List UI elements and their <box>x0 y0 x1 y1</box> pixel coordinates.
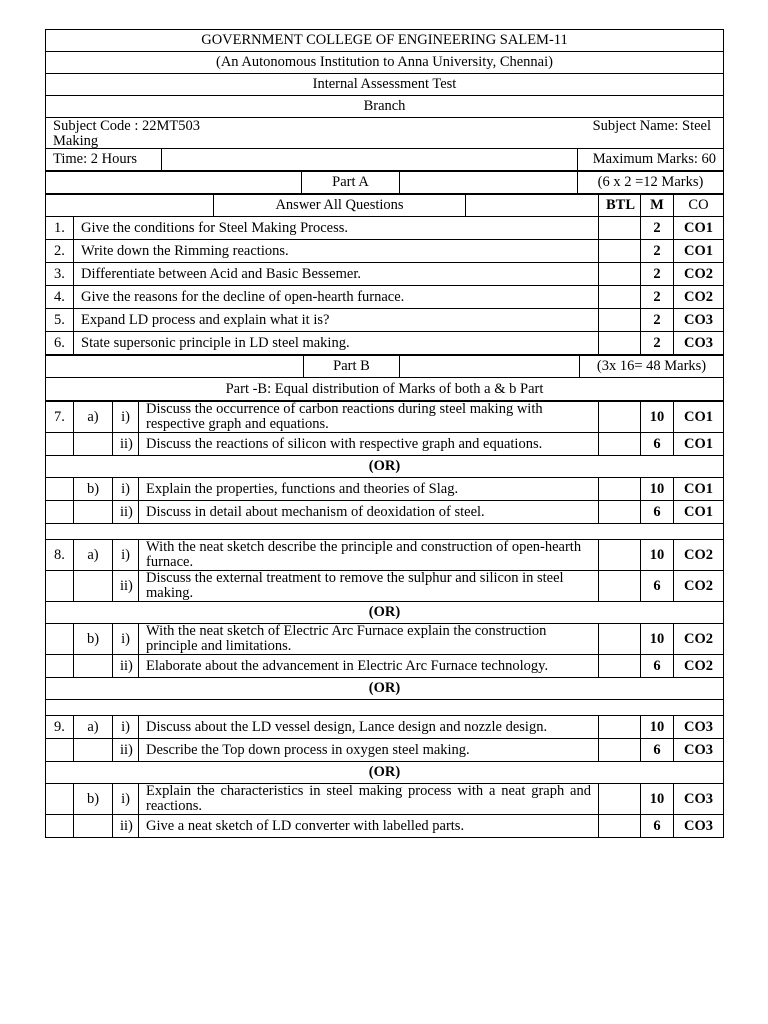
spacer-row <box>46 700 724 716</box>
q-number: 2. <box>46 240 74 263</box>
marks: 10 <box>641 716 674 739</box>
q-number: 1. <box>46 217 74 240</box>
subject-code: Subject Code : 22MT503 <box>53 118 201 134</box>
header-table <box>45 29 724 171</box>
part-a-header <box>45 171 724 194</box>
part-label: a) <box>74 402 113 433</box>
part-b-marks: (3x 16= 48 Marks) <box>580 356 724 378</box>
marks: 6 <box>641 501 674 524</box>
question-text <box>139 784 599 815</box>
branch: Branch <box>46 96 724 118</box>
q-number: 6. <box>46 332 74 355</box>
sub-label: ii) <box>113 739 139 762</box>
sub-label: i) <box>113 716 139 739</box>
question-text-line: reactions. <box>146 798 202 814</box>
question-text: Discuss the occurrence of carbon reactions during steel making with respective graph and equations. <box>139 402 599 433</box>
part-b-table <box>45 401 724 838</box>
co: CO1 <box>674 402 724 433</box>
q-number: 3. <box>46 263 74 286</box>
question-text: Discuss the reactions of silicon with respective graph and equations. <box>139 433 599 456</box>
part-a-table <box>45 194 724 355</box>
co: CO3 <box>674 784 724 815</box>
q-number: 5. <box>46 309 74 332</box>
sub-label: i) <box>113 402 139 433</box>
part-label: b) <box>74 478 113 501</box>
sub-label: ii) <box>113 815 139 838</box>
sub-label: i) <box>113 784 139 815</box>
part-a-instruction: Answer All Questions <box>214 195 466 217</box>
subject-name: Subject Name: Steel <box>592 118 711 134</box>
question-text: Differentiate between Acid and Basic Bessemer. <box>74 263 599 286</box>
question-text-line: Explain the characteristics in steel making process with a neat graph and <box>146 783 591 799</box>
marks: 10 <box>641 624 674 655</box>
question-text: State supersonic principle in LD steel making. <box>74 332 599 355</box>
question-paper <box>45 29 723 838</box>
question-text: With the neat sketch describe the principle and construction of open-hearth furnace. <box>139 540 599 571</box>
q-number: 9. <box>46 716 74 739</box>
part-label: a) <box>74 716 113 739</box>
marks: 2 <box>641 263 674 286</box>
sub-label: ii) <box>113 655 139 678</box>
co: CO2 <box>674 624 724 655</box>
col-co: CO <box>674 195 724 217</box>
co: CO2 <box>674 286 724 309</box>
test-name: Internal Assessment Test <box>46 74 724 96</box>
co: CO3 <box>674 739 724 762</box>
question-text: Explain the properties, functions and theories of Slag. <box>139 478 599 501</box>
sub-label: i) <box>113 624 139 655</box>
marks: 6 <box>641 655 674 678</box>
question-text: Give the conditions for Steel Making Process. <box>74 217 599 240</box>
part-b-title: Part B <box>304 356 400 378</box>
question-text: Discuss in detail about mechanism of deoxidation of steel. <box>139 501 599 524</box>
question-text: Describe the Top down process in oxygen steel making. <box>139 739 599 762</box>
sub-label: i) <box>113 540 139 571</box>
marks: 10 <box>641 478 674 501</box>
marks: 2 <box>641 332 674 355</box>
co: CO1 <box>674 433 724 456</box>
part-label: a) <box>74 540 113 571</box>
co: CO3 <box>674 309 724 332</box>
co: CO3 <box>674 716 724 739</box>
part-label: b) <box>74 624 113 655</box>
co: CO1 <box>674 240 724 263</box>
marks: 10 <box>641 540 674 571</box>
marks: 6 <box>641 433 674 456</box>
part-a-title: Part A <box>302 172 400 194</box>
col-btl: BTL <box>599 195 641 217</box>
college-name: GOVERNMENT COLLEGE OF ENGINEERING SALEM-11 <box>46 30 724 52</box>
q-number: 8. <box>46 540 74 571</box>
part-b-header <box>45 355 724 401</box>
question-text: Write down the Rimming reactions. <box>74 240 599 263</box>
co: CO2 <box>674 571 724 602</box>
co: CO1 <box>674 217 724 240</box>
affiliation: (An Autonomous Institution to Anna University, Chennai) <box>46 52 724 74</box>
question-text: Give the reasons for the decline of open-hearth furnace. <box>74 286 599 309</box>
subject-name-cont: Making <box>53 133 99 149</box>
co: CO2 <box>674 655 724 678</box>
or-divider: (OR) <box>46 602 724 624</box>
co: CO3 <box>674 332 724 355</box>
sub-label: ii) <box>113 571 139 602</box>
max-marks: Maximum Marks: 60 <box>578 149 724 171</box>
q-number: 4. <box>46 286 74 309</box>
marks: 10 <box>641 784 674 815</box>
marks: 6 <box>641 739 674 762</box>
sub-label: ii) <box>113 433 139 456</box>
marks: 10 <box>641 402 674 433</box>
co: CO2 <box>674 263 724 286</box>
marks: 2 <box>641 240 674 263</box>
sub-label: i) <box>113 478 139 501</box>
co: CO1 <box>674 501 724 524</box>
marks: 2 <box>641 286 674 309</box>
time-allowed: Time: 2 Hours <box>46 149 162 171</box>
spacer-row <box>46 524 724 540</box>
co: CO2 <box>674 540 724 571</box>
marks: 2 <box>641 309 674 332</box>
part-label: b) <box>74 784 113 815</box>
co: CO3 <box>674 815 724 838</box>
part-b-instruction: Part -B: Equal distribution of Marks of both a & b Part <box>46 378 724 401</box>
col-m: M <box>641 195 674 217</box>
question-text: Discuss the external treatment to remove the sulphur and silicon in steel making. <box>139 571 599 602</box>
question-text: Expand LD process and explain what it is? <box>74 309 599 332</box>
question-text: Discuss about the LD vessel design, Lance design and nozzle design. <box>139 716 599 739</box>
sub-label: ii) <box>113 501 139 524</box>
co: CO1 <box>674 478 724 501</box>
q-number: 7. <box>46 402 74 433</box>
or-divider: (OR) <box>46 456 724 478</box>
subject-row <box>46 118 724 149</box>
marks: 6 <box>641 815 674 838</box>
marks: 6 <box>641 571 674 602</box>
question-text: With the neat sketch of Electric Arc Furnace explain the construction principle and limitations. <box>139 624 599 655</box>
part-a-marks: (6 x 2 =12 Marks) <box>578 172 724 194</box>
question-text: Elaborate about the advancement in Electric Arc Furnace technology. <box>139 655 599 678</box>
or-divider: (OR) <box>46 678 724 700</box>
marks: 2 <box>641 217 674 240</box>
or-divider: (OR) <box>46 762 724 784</box>
question-text: Give a neat sketch of LD converter with labelled parts. <box>139 815 599 838</box>
